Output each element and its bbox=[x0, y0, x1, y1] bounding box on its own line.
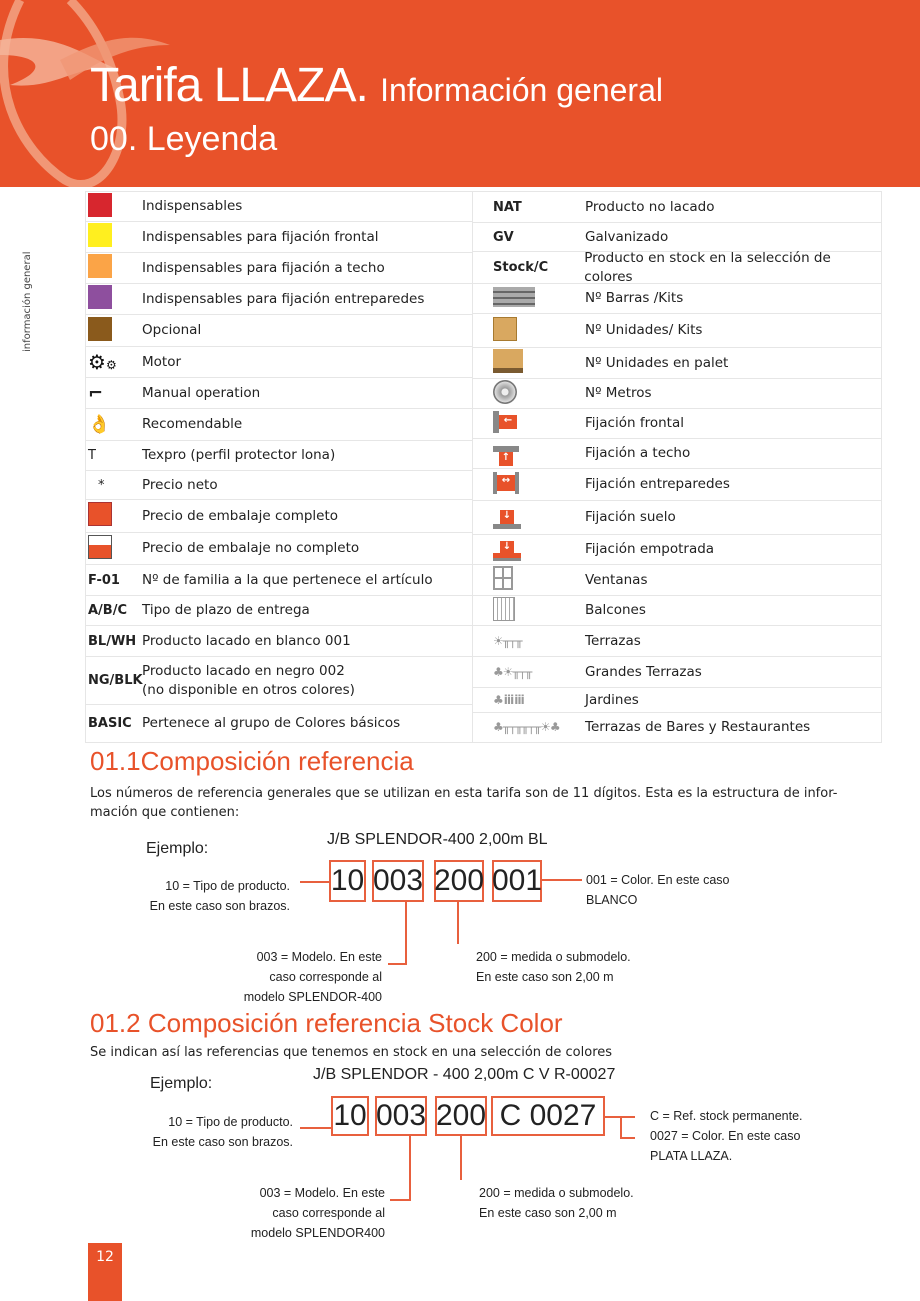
ref-box-stock-color: C 0027 bbox=[491, 1096, 605, 1136]
legend-row bbox=[86, 471, 472, 500]
note-model: 003 = Modelo. En este caso corresponde al modelo SPLENDOR-400 bbox=[243, 950, 382, 1004]
legend-row bbox=[473, 314, 881, 348]
page-number: 12 bbox=[88, 1243, 122, 1301]
legend-text: Texpro (perfil protector lona) bbox=[142, 447, 336, 463]
legend-text: Terrazas bbox=[585, 632, 641, 649]
legend-row bbox=[473, 439, 881, 469]
garden-icon: ♣ⅲⅲ bbox=[493, 692, 525, 707]
balcony-icon bbox=[493, 597, 515, 625]
legend-key: BASIC bbox=[88, 716, 132, 731]
legend-key: GV bbox=[493, 229, 514, 245]
legend-row bbox=[473, 535, 881, 565]
example-product: J/B SPLENDOR-400 2,00m BL bbox=[327, 831, 548, 848]
legend-row bbox=[473, 565, 881, 596]
legend-text: Precio neto bbox=[142, 476, 218, 493]
section-2-intro: Se indican así las referencias que tenemos en stock en una selección de colores bbox=[90, 1045, 613, 1060]
ref-box-model: 003 bbox=[372, 860, 424, 902]
legend-text: Producto lacado en negro 002 (no disponible en otros colores) bbox=[142, 662, 355, 698]
section-title: 00. Leyenda bbox=[90, 120, 278, 158]
legend-row bbox=[86, 626, 472, 657]
example-label-2: Ejemplo: bbox=[150, 1075, 213, 1092]
legend-left bbox=[85, 191, 473, 743]
legend-text: Producto lacado en blanco 001 bbox=[142, 632, 351, 649]
legend-key: A/B/C bbox=[88, 603, 128, 618]
legend-text: Nº de familia a la que pertenece el artículo bbox=[142, 571, 433, 588]
legend-row bbox=[86, 222, 472, 253]
legend-row bbox=[86, 378, 472, 409]
side-label: información general bbox=[22, 251, 33, 352]
legend-row bbox=[473, 348, 881, 379]
frontal-fixing-icon: ← bbox=[493, 411, 517, 437]
legend-row bbox=[473, 626, 881, 657]
legend-text: Nº Unidades en palet bbox=[585, 354, 729, 371]
legend-key: T bbox=[88, 448, 96, 463]
legend-row bbox=[86, 409, 472, 441]
legend-key: NG/BLK bbox=[88, 673, 143, 688]
large-terrace-icon: ♣☀╥┬╥ bbox=[493, 664, 532, 679]
legend-text: Fijación a techo bbox=[585, 445, 691, 461]
window-icon bbox=[493, 566, 513, 594]
roll-icon bbox=[493, 380, 517, 408]
ref-box-type: 10 bbox=[329, 860, 366, 902]
legend-text: Fijación empotrada bbox=[585, 541, 715, 557]
legend-text: Fijación frontal bbox=[585, 415, 684, 431]
gears-icon: ⚙⚙ bbox=[88, 350, 117, 374]
legend-text: Pertenece al grupo de Colores básicos bbox=[142, 715, 401, 731]
ref-box-model-2: 003 bbox=[375, 1096, 427, 1136]
note-stock-color: C = Ref. stock permanente. 0027 = Color. En este caso PLATA LLAZA. bbox=[650, 1109, 803, 1163]
legend-row bbox=[473, 713, 881, 742]
ref-box-size-2: 200 bbox=[435, 1096, 487, 1136]
legend-text: Nº Barras /Kits bbox=[585, 290, 684, 306]
legend-text: Producto no lacado bbox=[585, 198, 715, 215]
legend-row bbox=[473, 657, 881, 688]
legend-text: Precio de embalaje no completo bbox=[142, 540, 360, 556]
legend-text: Recomendable bbox=[142, 416, 243, 432]
legend-row bbox=[86, 565, 472, 596]
closed-box-icon bbox=[88, 502, 112, 530]
legend-text: Manual operation bbox=[142, 384, 261, 401]
note-size-2: 200 = medida o submodelo. En este caso son 2,00 m bbox=[479, 1186, 634, 1220]
floor-fixing-icon: ↓ bbox=[493, 507, 521, 529]
legend-row bbox=[473, 284, 881, 314]
legend-text: Precio de embalaje completo bbox=[142, 507, 339, 524]
legend-row bbox=[473, 469, 881, 501]
page-title: Tarifa LLAZA. Información general bbox=[90, 59, 663, 112]
legend-row bbox=[86, 315, 472, 347]
legend-text: Nº Metros bbox=[585, 385, 652, 401]
color-swatch-icon bbox=[88, 223, 112, 251]
ref-box-color: 001 bbox=[492, 860, 542, 902]
crank-handle-icon: ⌐ bbox=[88, 382, 104, 404]
legend-row bbox=[86, 441, 472, 471]
legend-key: BL/WH bbox=[88, 633, 137, 649]
page-header bbox=[0, 0, 920, 187]
box-icon bbox=[493, 317, 517, 345]
legend-key: F-01 bbox=[88, 572, 120, 588]
ok-hand-icon: 👌 bbox=[88, 414, 111, 435]
legend-text: Opcional bbox=[142, 322, 202, 338]
legend-row bbox=[473, 688, 881, 713]
open-box-icon bbox=[88, 535, 112, 563]
between-walls-fixing-icon: ↔ bbox=[493, 472, 519, 498]
legend-row bbox=[473, 379, 881, 409]
legend-text: Indispensables para fijación entreparedes bbox=[142, 290, 425, 307]
legend-row bbox=[86, 253, 472, 284]
legend-text: Motor bbox=[142, 353, 182, 370]
legend-row bbox=[473, 596, 881, 626]
legend-text: Producto en stock en la selección de colores bbox=[584, 249, 831, 285]
color-swatch-icon bbox=[88, 193, 112, 221]
note-model-2: 003 = Modelo. En este caso corresponde al modelo SPLENDOR400 bbox=[250, 1186, 385, 1240]
color-swatch-icon bbox=[88, 254, 112, 282]
legend-text: Indispensables para fijación a techo bbox=[142, 259, 385, 276]
legend-row bbox=[473, 249, 881, 285]
legend-row bbox=[86, 657, 472, 705]
legend-row bbox=[473, 501, 881, 535]
legend-key: * bbox=[98, 477, 105, 493]
legend-row bbox=[86, 192, 472, 222]
legend-text: Indispensables bbox=[142, 198, 243, 214]
example-product-2: J/B SPLENDOR - 400 2,00m C V R-00027 bbox=[313, 1066, 616, 1083]
legend-text: Tipo de plazo de entrega bbox=[142, 602, 310, 618]
legend-text: Terrazas de Bares y Restaurantes bbox=[585, 719, 811, 735]
legend-text: Nº Unidades/ Kits bbox=[585, 322, 703, 338]
pallet-icon bbox=[493, 349, 523, 377]
restaurant-terrace-icon: ♣╥┬╥╥┬╥☀♣ bbox=[493, 720, 560, 734]
note-type-2: 10 = Tipo de producto. En este caso son brazos. bbox=[152, 1115, 293, 1149]
section-1-title: 01.1Composición referencia bbox=[90, 746, 414, 776]
legend-text: Fijación entreparedes bbox=[585, 476, 730, 492]
legend-row bbox=[473, 192, 881, 223]
legend-key: Stock/C bbox=[493, 260, 549, 275]
legend-right bbox=[472, 191, 882, 743]
example-label: Ejemplo: bbox=[146, 840, 209, 857]
legend-text: Indispensables para fijación frontal bbox=[142, 228, 379, 245]
terrace-icon: ☀╥┬╥ bbox=[493, 633, 522, 648]
ref-box-type-2: 10 bbox=[331, 1096, 369, 1136]
color-swatch-icon bbox=[88, 285, 112, 313]
legend-row bbox=[86, 533, 472, 565]
note-type: 10 = Tipo de producto. En este caso son brazos. bbox=[149, 879, 290, 913]
legend-row bbox=[86, 347, 472, 378]
recessed-fixing-icon: ↓ bbox=[493, 538, 521, 561]
legend-text: Fijación suelo bbox=[585, 509, 676, 525]
bars-bundle-icon bbox=[493, 287, 535, 311]
legend-text: Ventanas bbox=[585, 571, 648, 588]
legend-row bbox=[86, 705, 472, 742]
legend-row bbox=[86, 500, 472, 533]
color-swatch-icon bbox=[88, 317, 112, 345]
legend-text: Jardines bbox=[585, 691, 639, 708]
legend-row bbox=[473, 409, 881, 439]
note-size: 200 = medida o submodelo. En este caso son 2,00 m bbox=[476, 950, 631, 984]
legend-text: Grandes Terrazas bbox=[585, 663, 702, 680]
legend-key: NAT bbox=[493, 199, 522, 215]
legend-text: Balcones bbox=[585, 602, 646, 618]
section-1-intro: Los números de referencia generales que se utilizan en esta tarifa son de 11 dígitos. Esta es la estructura de infor-mación que contienen: bbox=[90, 786, 838, 820]
legend-row bbox=[86, 284, 472, 315]
ceiling-fixing-icon: ↑ bbox=[493, 441, 519, 466]
legend-text: Galvanizado bbox=[585, 228, 669, 245]
ref-box-size: 200 bbox=[434, 860, 484, 902]
legend-row bbox=[86, 596, 472, 626]
note-color: 001 = Color. En este caso BLANCO bbox=[586, 873, 730, 907]
section-2-title: 01.2 Composición referencia Stock Color bbox=[90, 1008, 563, 1038]
